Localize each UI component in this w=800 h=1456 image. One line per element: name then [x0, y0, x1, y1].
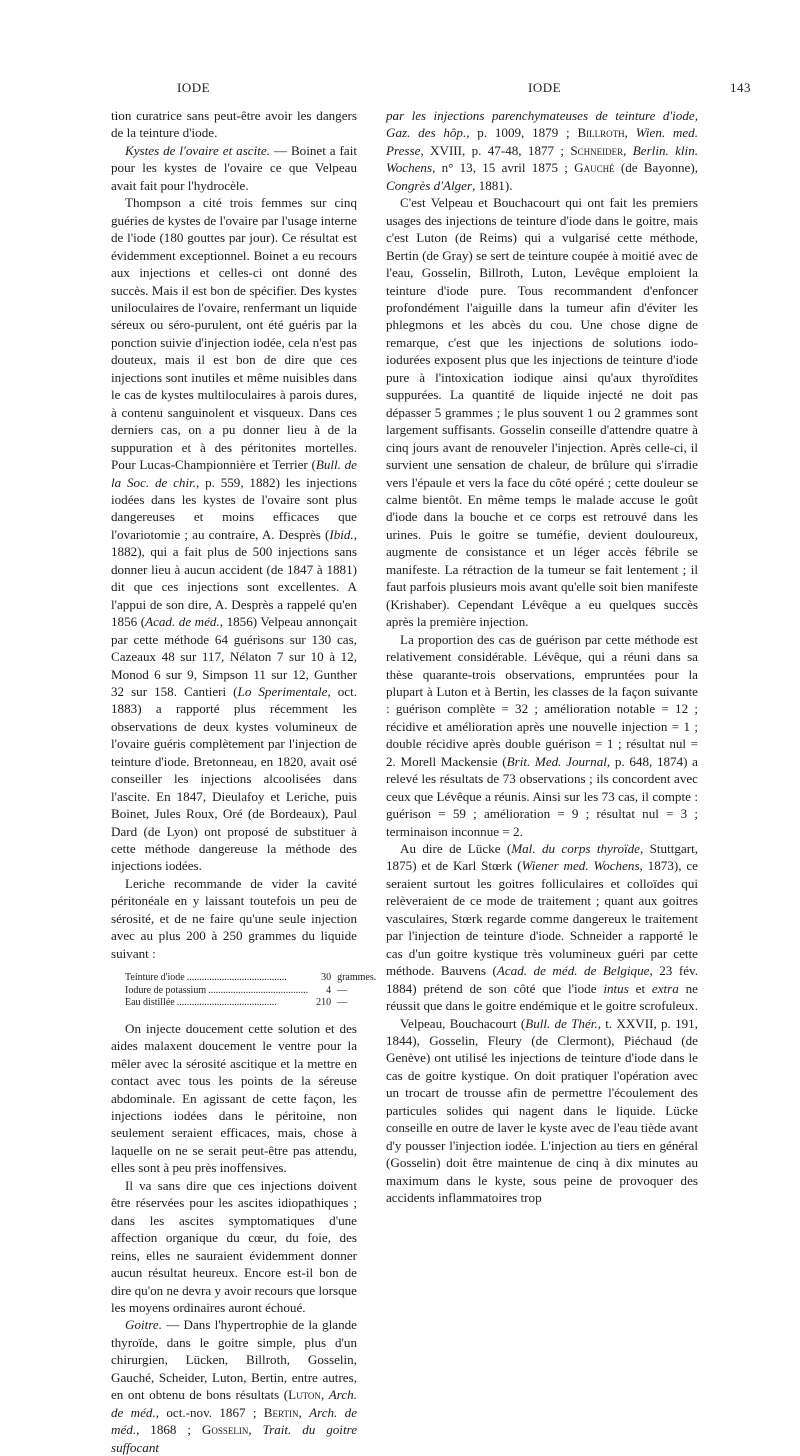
citation: Ibid. — [329, 526, 354, 542]
citation: Arch. de méd. — [111, 1387, 358, 1420]
recipe-row: Eau distillée ........................................ 210 — — [125, 997, 376, 1010]
paragraph: C'est Velpeau et Bouchacourt qui ont fait les premiers usages des injections de teinture d'iode dans le goitre, mais c'est Luton (de Reims) qui a vulgarisé cette méthode, Bertin (de Gray) se sert de teinture coupée à moitié avec de l'eau, Gosselin, Billroth, Luton, Levêque emploient la teinture d'iode pure. Tous recommandent d'enfoncer profondément l'aiguille dans la tumeur afin d'éviter les phlegmons et les abcès du cou. Une chose digne de remarque, c'est que les injections de solutions iodo-iodurées exposent plus que les injections de teinture d'iode pure à l'intoxication iodique ainsi qu'aux thyroïdites suppurées. La quantité de liquide injecté ne doit pas dépasser 5 grammes ; le plus souvent 1 ou 2 grammes sont largement suffisants. Gosselin conseille d'attendre quatre à cinq jours avant de renouveler l'injection. Après celle-ci, il survient une sensation de chaleur, de brûlure qui s'irradie vers l'épaule et vers la face du côté opéré ; cette douleur se calme bientôt. En même temps le malade accuse le goût d'iode dans la bouche et ce corps est retrouvé dans les urines. Puis le goitre se tuméfie, devient douloureux, augmente de consistance et un léger accès fébrile se manifeste. La rétraction de la tumeur se fait lentement ; il faut parfois plusieurs mois avant qu'elle soit bien manifeste (Krishaber). Cependant Lévêque a eu quelques succès après la première injection. — [386, 195, 698, 630]
paragraph-text: , — [624, 125, 636, 141]
paragraph: On injecte doucement cette solution et des aides malaxent doucement le ventre pour la mêler avec la sérosité ascitique et la mettre en contact avec tous les points de la séreuse abdominale. En agissant de cette façon, les injections iodées dans le péritoine, non seulement seraient efficaces, mais, chose à laquelle on ne se serait peut-être pas attendu, elles sont à peu près inoffensives. — [111, 1020, 357, 1176]
paragraph-text: Au dire de Lücke ( — [400, 841, 512, 857]
paragraph-text: , 23 fév. 1884) prétend de son côté que l'iode — [386, 963, 698, 996]
recipe-ingredient: Teinture d'iode — [125, 972, 185, 984]
recipe-ingredient: Eau distillée — [125, 997, 175, 1009]
citation: Congrès d'Alger — [386, 177, 473, 193]
running-header — [0, 80, 800, 100]
page-number: 143 — [730, 80, 751, 95]
citation: Wien. med. Presse — [386, 125, 699, 158]
author-name: Billroth — [577, 125, 625, 141]
author-name: Schneider — [570, 142, 624, 158]
paragraph-text: , — [248, 1422, 263, 1438]
paragraph-text: — Boinet a fait pour les kystes de l'ovaire ce que Velpeau avait fait pour l'hydrocèle. — [111, 142, 357, 193]
paragraph — [386, 1015, 698, 1207]
right-column — [386, 107, 699, 1206]
citation: par les injections parenchymateuses de teinture d'iode, Gaz. des hôp. — [386, 108, 698, 141]
paragraph-text: , XVIII, p. 47-48, 1877 ; — [420, 142, 571, 158]
paragraph-text: , — [623, 142, 633, 158]
paragraph-text: , oct. 1883) a rapporté plus récemment les observations de deux kystes volumineux de l'ovaire guéris complètement par l'injection de teinture d'iode. Bretonneau, en 1820, avait osé conseiller les injections alcoolisées dans l'ascite. En 1847, Dieulafoy et Leriche, puis Boinet, Jules Roux, Oré (de Bordeaux), Paul Dard (de Lyon) ont proposé de substituer à cette méthode dangereuse la méthode des injections iodées. — [111, 683, 357, 874]
recipe-ingredient: Iodure de potassium — [125, 984, 207, 996]
citation: Bull. de la Soc. de chir. — [111, 457, 357, 490]
paragraph-text: , oct.-nov. 1867 ; — [155, 1404, 264, 1420]
paragraph-ovarian-cysts — [111, 142, 357, 194]
paragraph-text: , 1868 ; — [136, 1422, 202, 1438]
citation: intus — [603, 980, 629, 996]
author-name: Gauché — [574, 160, 615, 176]
paragraph-text: , 1873), ce seraient surtout les goitres folliculaires et colloïdes qui relèveraient de ce mode de traitement ; quant aux goitres vasculaires, Stœrk regarde comme dangereux le traitement par l'injection de teinture d'iode. Schneider a rapporté le cas d'un goitre kystique très volumineux guéri par cette méthode. Bauvens ( — [386, 858, 698, 979]
header-left-title: IODE — [177, 80, 211, 95]
citation: Brit. Med. Journal — [506, 753, 607, 769]
header-center-title: IODE — [528, 80, 562, 95]
paragraph-text: , t. XXVII, p. 191, 1844), Gosselin, Fleury (de Clermont), Piéchaud (de Genève) ont utilisé les injections de teinture d'iode dans le cas de goitre kystique. On doit pratiquer l'opération avec un trocart de trousse afin de permettre l'écoulement des particules solides qui nagent dans le liquide. Lücke conseille en outre de laver le kyste avec de l'eau tiède avant d'y pousser l'injection iodée. L'injection au tiers en général (Gosselin) doit être maintenue de cinq à dix minutes au maximum dans le kyste, sous peine de provoquer des accidents inflammatoires trop — [386, 1015, 698, 1206]
left-column — [111, 107, 377, 1455]
citation: Trait. du goitre suffocant — [111, 1422, 358, 1455]
paragraph: tion curatrice sans peut-être avoir les dangers de la teinture d'iode. — [111, 108, 357, 141]
paragraph-text: Thompson a cité trois femmes sur cinq guéries de kystes de l'ovaire par l'usage interne de l'iode (180 gouttes par jour). Ce résultat est évidemment exceptionnel. Boinet a eu recours aux injections et celles-ci ont donné des succès. Mais il est bon de spécifier. Des kystes uniloculaires de l'ovaire, renfermant un liquide séreux ou séro-purulent, ont été guéris par la ponction suivie d'injection iodée, cela n'est pas douteux, mais il est bon de dire que ces injections sont inutiles et même nuisibles dans le cas de kystes multiloculaires à parois dures, à contenu sanguinolent et visqueux. Dans ces derniers cas, on a pu donner lieu à de la suppuration et à des péritonites mortelles. Pour Lucas-Championnière et Terrier ( — [111, 195, 357, 473]
recipe-unit: grammes. — [337, 972, 377, 984]
paragraph-text: (de Bayonne), — [614, 160, 698, 176]
section-title: Kystes de l'ovaire et ascite. — [125, 142, 270, 158]
paragraph — [386, 631, 698, 840]
paragraph-text: , n° 13, 15 avril 1875 ; — [432, 160, 575, 176]
citation: Acad. de méd. — [145, 614, 220, 630]
paragraph-text: , — [298, 1404, 310, 1420]
citation: extra — [651, 980, 679, 996]
recipe-quantity: 4 — [326, 984, 332, 996]
recipe-unit: — — [337, 984, 348, 996]
paragraph-text: La proportion des cas de guérison par cette méthode est relativement considérable. Lévêque, qui a réuni dans sa thèse quarante-trois observations, empruntées pour la plupart à Luton et à Bertin, les classes de la façon suivante : guérison complète = 32 ; amélioration notable = 12 ; récidive et amélioration après une nouvelle injection = 1 ; double récidive après double guérison = 1 ; résultat nul = 2. Morell Mackensie ( — [386, 631, 698, 769]
paragraph — [111, 194, 357, 875]
paragraph-text: , Stuttgart, 1875) et de Karl Stœrk ( — [386, 841, 699, 874]
paragraph-text: Velpeau, Bouchacourt ( — [400, 1015, 526, 1031]
recipe-table — [125, 972, 376, 1010]
paragraph-text: et — [628, 980, 652, 996]
paragraph-text: , p. 648, 1874) a relevé les résultats de 73 observations ; ils concordent avec ceux que Lévêque a réunis. Ainsi sur les 73 cas, il compte : guérison = 59 ; amélioration = 9 ; résultat nul = 3 ; terminaison inconnue = 2. — [386, 753, 698, 839]
paragraph-text: , 1881). — [472, 177, 513, 193]
paragraph-text: ne réussit que dans le goitre endémique et le goitre scrofuleux. — [386, 980, 698, 1014]
paragraph — [386, 840, 698, 1015]
recipe-quantity: 210 — [316, 997, 332, 1009]
citation: Acad. de méd. de Belgique — [496, 963, 650, 979]
recipe-unit: — — [337, 997, 348, 1009]
recipe-row: Iodure de potassium ........................................ 4 — — [125, 985, 376, 998]
section-title: Goitre. — [125, 1317, 162, 1333]
paragraph: Il va sans dire que ces injections doivent être réservées pour les ascites idiopathiques ; dans les ascites symptomatiques d'une affection organique du cœur, du foie, des reins, elles ne sauraient évidemment donner aucun résultat heureux. Encore est-il bon de dire qu'on ne devra y avoir recours que lorsque les moyens ordinaires auront échoué. — [111, 1177, 357, 1315]
paragraph-text: , 1856) Velpeau annonçait par cette méthode 64 guérisons sur 130 cas, Cazeaux 48 sur 117, Nélaton 7 sur 10 à 12, Monod 6 sur 9, Simpson 11 sur 12, Gunther 32 sur 158. Cantieri ( — [111, 614, 357, 699]
citation: Wiener med. Wochens — [521, 858, 640, 874]
paragraph: Leriche recommande de vider la cavité péritonéale en y laissant toutefois un peu de sérosité, et de ne faire qu'une seule injection avec au plus 200 à 250 grammes du liquide suivant : — [111, 875, 357, 961]
author-name: Bertin — [263, 1404, 299, 1420]
paragraph-goitre — [111, 1316, 357, 1456]
paragraph-text: , p. 1009, 1879 ; — [466, 125, 578, 141]
author-name: Luton — [288, 1387, 321, 1403]
recipe-quantity: 30 — [321, 972, 332, 984]
citation: Arch. de méd. — [111, 1404, 358, 1438]
recipe-row: Teinture d'iode ........................................ 30 grammes. — [125, 972, 377, 984]
paragraph-text: , — [320, 1387, 329, 1403]
paragraph — [386, 107, 698, 194]
citation: Lo Sperimentale — [237, 683, 328, 699]
citation: Berlin. klin. Wochens — [386, 142, 699, 176]
paragraph-text: , p. 559, 1882) les injections iodées dans les kystes de l'ovaire sont plus dangereuses et moins efficaces que l'ovariotomie ; au contraire, A. Desprès ( — [111, 474, 357, 542]
author-name: Gosselin — [201, 1422, 249, 1438]
paragraph-text: — Dans l'hypertrophie de la glande thyroïde, dans le goitre simple, plus d'un chirurgien, Lücken, Billroth, Gosselin, Gauché, Scheider, Luton, Bertin, entre autres, en ont obtenu de bons résultats ( — [111, 1317, 357, 1403]
paragraph-text: , 1882), qui a fait plus de 500 injections sans donner lieu à aucun accident (de 1847 à 1881) dit que ces injections sont excellentes. A l'appui de son dire, A. Desprès a rappelé qu'en 1856 ( — [111, 526, 357, 630]
citation: Bull. de Thér. — [525, 1015, 598, 1031]
citation: Mal. du corps thyroïde — [511, 841, 640, 857]
